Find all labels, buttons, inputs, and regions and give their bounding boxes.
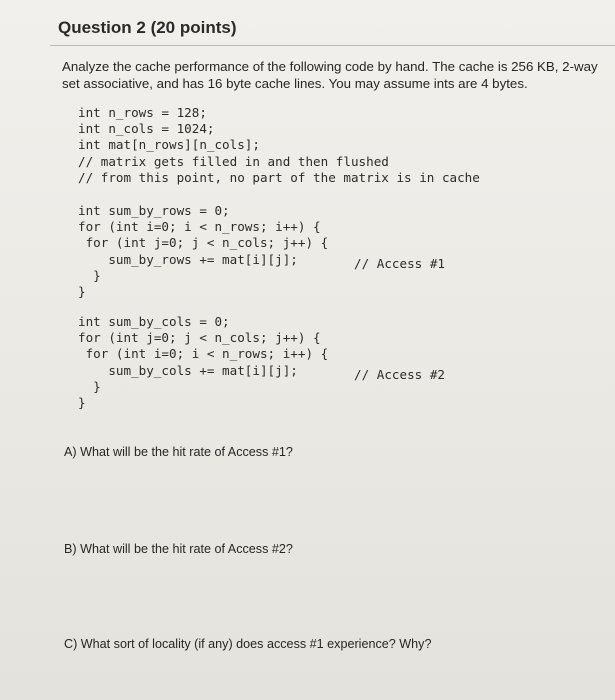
code-block-sum-by-cols <box>78 314 328 411</box>
access-2-comment: // Access #2 <box>354 367 445 382</box>
question-b: B) What will be the hit rate of Access #2? <box>64 542 293 556</box>
code-line: sum_by_rows += mat[i][j]; <box>78 251 298 267</box>
code-line: } <box>78 394 86 410</box>
code-line: } <box>78 378 101 394</box>
code-line: for (int j=0; j < n_cols; j++) { <box>78 235 329 251</box>
code-line: int mat[n_rows][n_cols]; <box>78 137 260 153</box>
code-line: } <box>78 267 101 283</box>
code-line: // matrix gets filled in and then flushed <box>78 153 389 169</box>
question-a: A) What will be the hit rate of Access #1? <box>64 445 293 459</box>
code-line: } <box>78 283 86 299</box>
code-line: for (int i=0; i < n_rows; i++) { <box>78 346 329 362</box>
question-title: Question 2 (20 points) <box>58 18 237 37</box>
code-line: // from this point, no part of the matrix is in cache <box>78 169 480 185</box>
code-block-declarations <box>78 105 480 186</box>
code-line: int n_rows = 128; <box>78 105 207 120</box>
question-c: C) What sort of locality (if any) does access #1 experience? Why? <box>64 637 432 651</box>
code-line: for (int i=0; i < n_rows; i++) { <box>78 219 321 235</box>
code-line: int sum_by_rows = 0; <box>78 203 230 218</box>
question-intro: Analyze the cache performance of the following code by hand. The cache is 256 KB, 2-way set associative, and has 16 byte cache lines. You may assume ints are 4 bytes. <box>62 59 598 91</box>
code-line: sum_by_cols += mat[i][j]; <box>78 362 298 378</box>
title-divider <box>50 45 615 46</box>
code-line: int n_cols = 1024; <box>78 121 215 137</box>
code-line: for (int j=0; j < n_cols; j++) { <box>78 330 321 346</box>
code-line: int sum_by_cols = 0; <box>78 314 230 329</box>
access-1-comment: // Access #1 <box>354 256 445 271</box>
code-block-sum-by-rows <box>78 203 328 300</box>
